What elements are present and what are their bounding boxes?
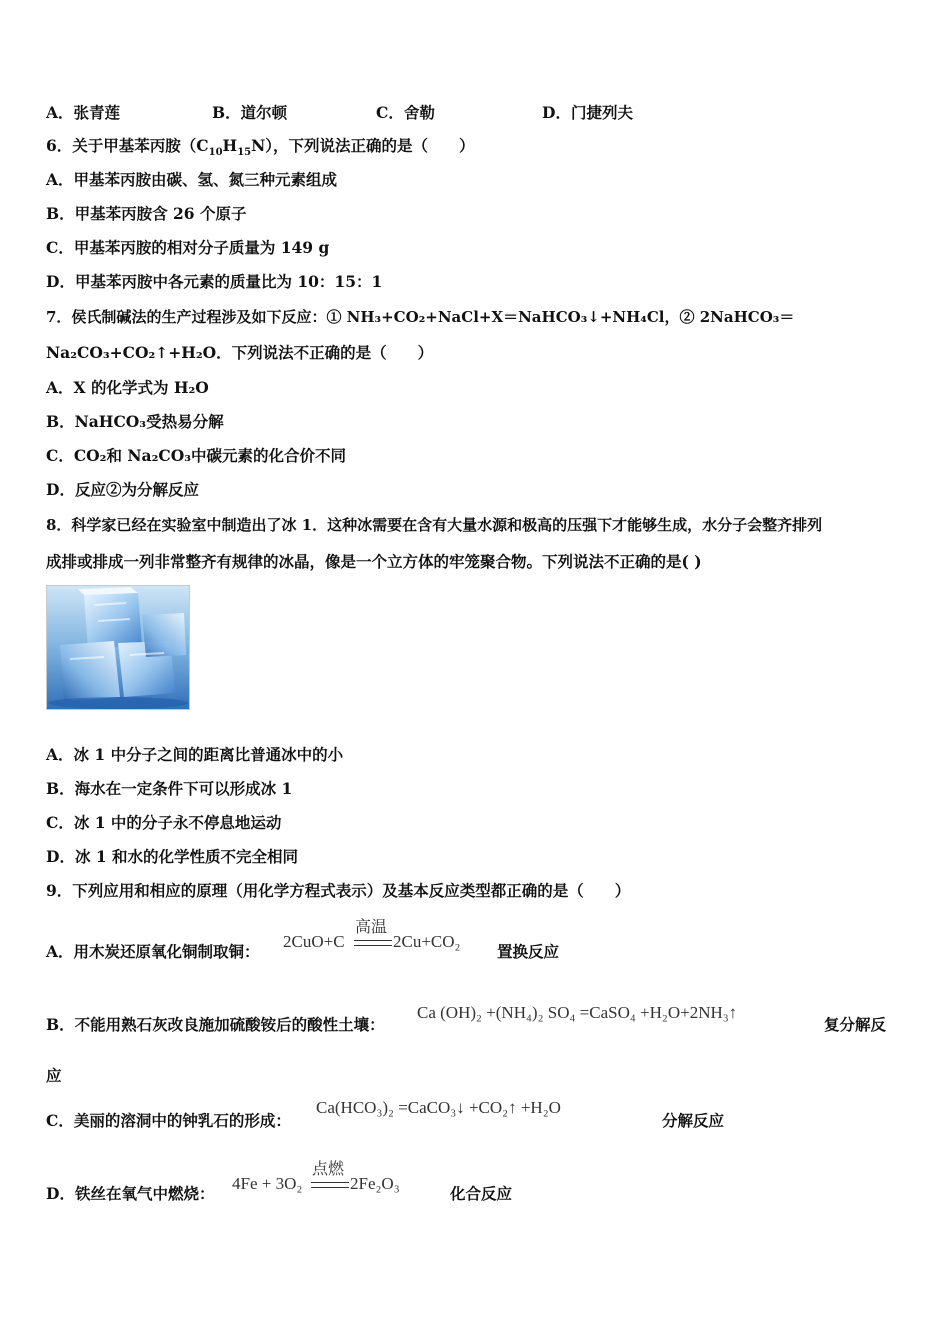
q8-option-a: A．冰 1 中分子之间的距离比普通冰中的小	[46, 745, 344, 764]
q9-b-type-cont: 应	[46, 1066, 62, 1085]
q7-option-a: A．X 的化学式为 H₂O	[46, 378, 209, 397]
q9-c-equation: Ca(HCO₃)₂ =CaCO₃↓ +CO₂↑ +H₂O	[316, 1098, 561, 1117]
q9-c-type: 分解反应	[662, 1111, 725, 1130]
q9-d-type: 化合反应	[450, 1184, 513, 1203]
q9-a-type: 置换反应	[497, 942, 560, 961]
q7-stem-line1: 7．侯氏制碱法的生产过程涉及如下反应：① NH₃+CO₂+NaCl+X＝NaHCO₃↓+NH₄Cl，② 2NaHCO₃＝	[46, 308, 795, 326]
q7-option-b: B．NaHCO₃受热易分解	[46, 412, 224, 431]
q6-option-d: D．甲基苯丙胺中各元素的质量比为 10：15：1	[46, 272, 383, 291]
q5-option-d: D．门捷列夫	[542, 103, 633, 122]
q6-option-b: B．甲基苯丙胺含 26 个原子	[46, 204, 247, 223]
q7-option-d: D．反应②为分解反应	[46, 480, 199, 499]
q9-b-equation: Ca (OH)₂ +(NH₄)₂ SO₄ =CaSO₄ +H₂O+2NH₃↑	[417, 1003, 738, 1022]
q9-d-label: D．铁丝在氧气中燃烧：	[46, 1184, 215, 1203]
ice-cubes-image	[46, 585, 190, 710]
q9-a-rhs: 2Cu+CO₂	[393, 932, 461, 951]
q6-stem: 6．关于甲基苯丙胺$(C_{10}H_{15}N)$，下列说法正确的是（ ）	[46, 136, 475, 159]
q9-a-label: A．用木炭还原氧化铜制取铜：	[46, 942, 260, 961]
q9-b-label: B．不能用熟石灰改良施加硫酸铵后的酸性土壤：	[46, 1015, 385, 1034]
q9-c-label: C．美丽的溶洞中的钟乳石的形成：	[46, 1111, 291, 1130]
q9-stem: 9．下列应用和相应的原理（用化学方程式表示）及基本反应类型都正确的是（ ）	[46, 881, 631, 900]
q9-d-condition: 点燃	[312, 1159, 345, 1178]
q9-a-lhs: 2CuO+C	[283, 932, 345, 951]
q8-option-b: B．海水在一定条件下可以形成冰 1	[46, 779, 293, 798]
q9-a-condition: 高温	[355, 917, 388, 936]
q5-option-b: B．道尔顿	[212, 103, 288, 122]
q7-stem-line2: Na₂CO₃+CO₂↑+H₂O．下列说法不正确的是（ ）	[46, 343, 434, 362]
q9-d-rhs: 2Fe₂O₃	[350, 1174, 400, 1193]
q9-b-type: 复分解反	[824, 1015, 887, 1034]
q9-d-lhs: 4Fe + 3O₂	[232, 1174, 303, 1193]
q6-option-c: C．甲基苯丙胺的相对分子质量为 149 g	[46, 238, 330, 257]
q8-option-d: D．冰 1 和水的化学性质不完全相同	[46, 847, 299, 866]
q7-option-c: C．CO₂和 Na₂CO₃中碳元素的化合价不同	[46, 446, 346, 465]
q9-a-equals	[354, 940, 392, 946]
q8-option-c: C．冰 1 中的分子永不停息地运动	[46, 813, 282, 832]
q5-option-c: C．舍勒	[376, 103, 435, 122]
q8-stem-line2: 成排或排成一列非常整齐有规律的冰晶，像是一个立方体的牢笼聚合物。下列说法不正确的是( )	[46, 552, 702, 571]
q6-option-a: A．甲基苯丙胺由碳、氢、氮三种元素组成	[46, 170, 338, 189]
q9-d-equals	[311, 1182, 349, 1188]
q5-option-a: A．张青莲	[46, 103, 121, 122]
q8-stem-line1: 8．科学家已经在实验室中制造出了冰 1．这种冰需要在含有大量水源和极高的压强下才能够生成，水分子会整齐排列	[46, 516, 823, 534]
